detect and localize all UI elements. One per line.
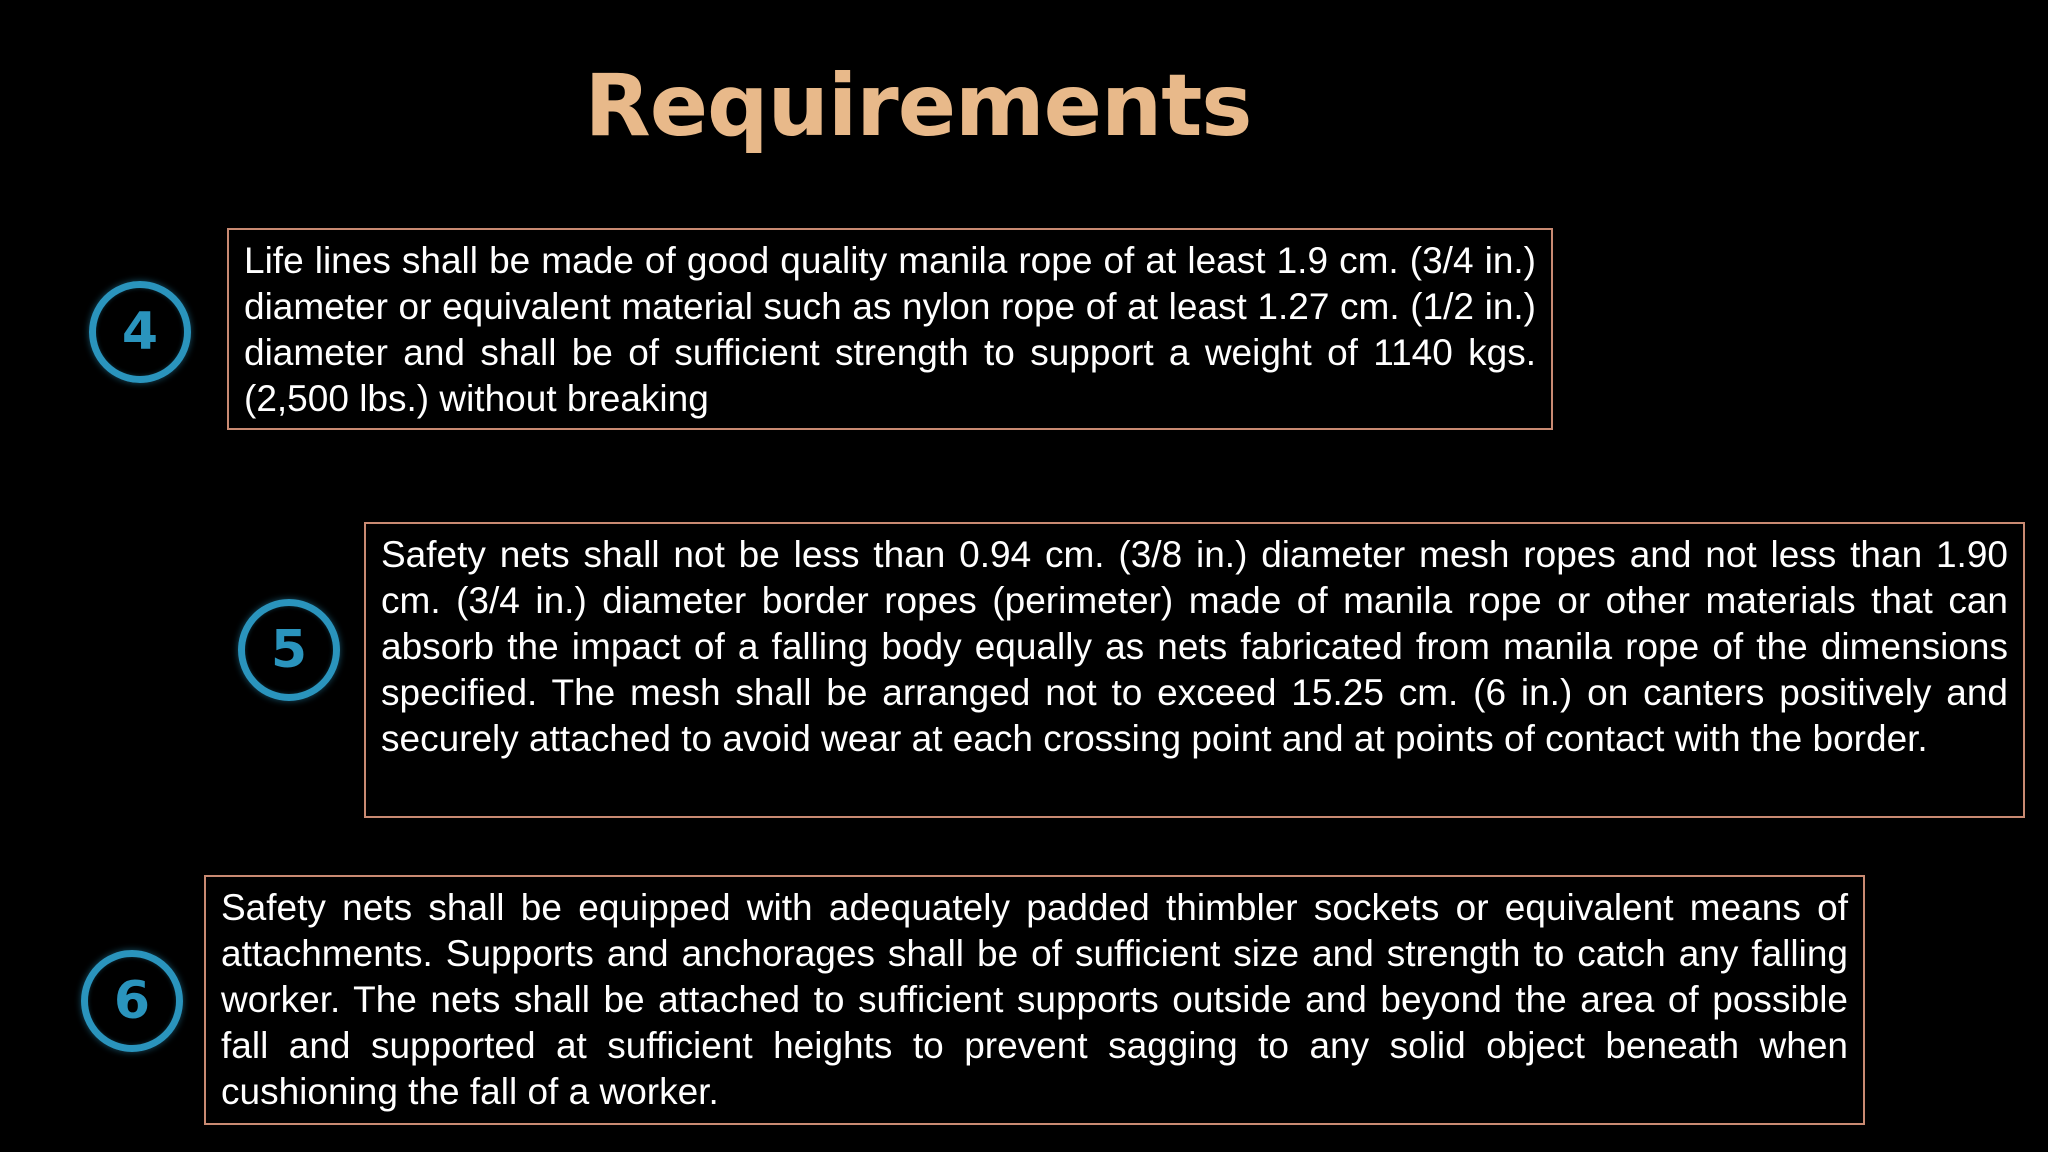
number-6-label: 6 <box>113 971 151 1031</box>
requirement-5-box <box>364 522 2025 818</box>
requirement-4-text: Life lines shall be made of good quality manila rope of at least 1.9 cm. (3/4 in.) diameter or equivalent material such as nylon rope of at least 1.27 cm. (1/2 in.) diameter and shall be of sufficient strength to support a weight of 1140 kgs. (2,500 lbs.) without breaking <box>244 240 1536 419</box>
number-5-label: 5 <box>270 620 308 680</box>
requirement-6-box <box>204 875 1865 1125</box>
requirement-6-text: Safety nets shall be equipped with adequately padded thimbler sockets or equivalent means of attachments. Supports and anchorages shall be of sufficient size and strength to catch any falling worker. The nets shall be attached to sufficient supports outside and beyond the area of possible fall and supported at sufficient heights to prevent sagging to any solid object beneath when cushioning the fall of a worker. <box>221 887 1848 1112</box>
number-4-circle-icon <box>89 281 191 383</box>
requirement-4-box <box>227 228 1553 430</box>
page-title: Requirements <box>584 56 1252 156</box>
requirement-5-text: Safety nets shall not be less than 0.94 cm. (3/8 in.) diameter mesh ropes and not less than 1.90 cm. (3/4 in.) diameter border ropes (perimeter) made of manila rope or other materials that can absorb the impact of a falling body equally as nets fabricated from manila rope of the dimensions specified. The mesh shall be arranged not to exceed 15.25 cm. (6 in.) on canters positively and securely attached to avoid wear at each crossing point and at points of contact with the border. <box>381 534 2008 759</box>
number-6-circle-icon <box>81 950 183 1052</box>
number-4-label: 4 <box>121 302 159 362</box>
number-5-circle-icon <box>238 599 340 701</box>
